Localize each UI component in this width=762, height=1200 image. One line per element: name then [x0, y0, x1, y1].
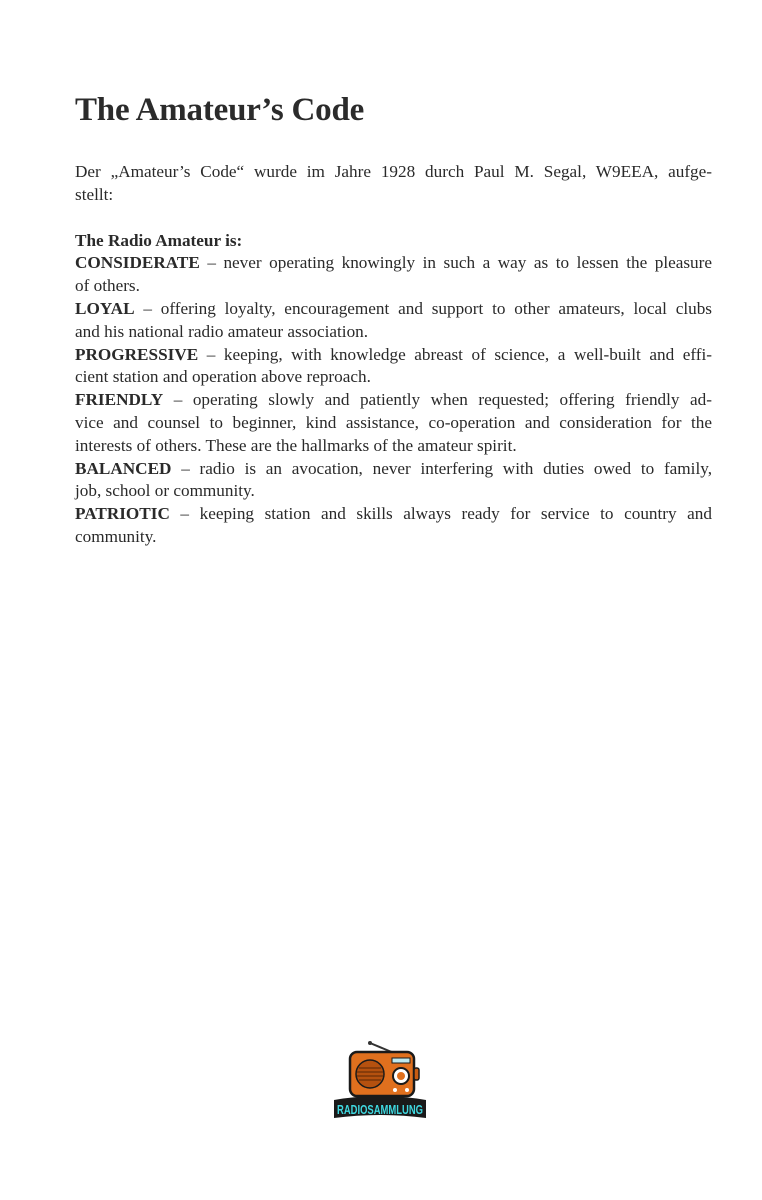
code-term: LOYAL: [75, 298, 135, 318]
code-description: – offering loyalty, encouragement and support to other amateurs, local clubs: [134, 298, 712, 318]
code-item-considerate: [75, 252, 712, 298]
code-item-first-line: [75, 252, 712, 275]
intro-line: Der „Amateur’s Code“ wurde im Jahre 1928 durch Paul M. Segal, W9EEA, aufge-: [75, 162, 712, 181]
code-item-loyal: [75, 298, 712, 344]
code-item-first-line: [75, 458, 712, 481]
code-term: FRIENDLY: [75, 390, 164, 410]
code-item-progressive: [75, 344, 712, 390]
intro-paragraph: [75, 161, 712, 207]
code-item-line: and his national radio amateur association.: [75, 321, 369, 341]
code-description: – operating slowly and patiently when requested; offering friendly ad-: [163, 390, 712, 410]
code-item-first-line: [75, 344, 712, 367]
code-item-first-line: [75, 389, 712, 412]
code-description: – never operating knowingly in such a way as to lessen the pleasure: [199, 253, 712, 273]
radiosammlung-logo: [330, 1040, 430, 1120]
code-item-line: job, school or community.: [75, 481, 255, 501]
code-item-line: vice and counsel to beginner, kind assistance, co-operation and consideration for the: [75, 412, 712, 432]
code-item-friendly: [75, 389, 712, 457]
code-description: – radio is an avocation, never interfering with duties owed to family,: [171, 458, 712, 478]
code-term: BALANCED: [75, 458, 172, 478]
code-term: CONSIDERATE: [75, 253, 200, 273]
code-item-line: community.: [75, 526, 157, 546]
code-term: PROGRESSIVE: [75, 344, 199, 364]
code-item-balanced: [75, 458, 712, 504]
code-description: – keeping, with knowledge abreast of science, a well-built and effi-: [198, 344, 712, 364]
code-description: – keeping station and skills always ready for service to country and: [169, 504, 712, 524]
document-body: [75, 161, 712, 549]
code-list: [75, 252, 712, 548]
section-heading: The Radio Amateur is:: [75, 230, 243, 250]
intro-line: stellt:: [75, 184, 114, 204]
code-item-line: interests of others. These are the hallmarks of the amateur spirit.: [75, 435, 517, 455]
code-item-patriotic: [75, 503, 712, 549]
code-item-first-line: [75, 503, 712, 526]
code-item-first-line: [75, 298, 712, 321]
code-item-line: cient station and operation above reproach.: [75, 367, 371, 387]
code-term: PATRIOTIC: [75, 504, 170, 524]
page-title: The Amateur’s Code: [75, 92, 365, 128]
logo-text: RADIOSAMMLUNG: [337, 1103, 423, 1117]
code-item-line: of others.: [75, 276, 140, 296]
